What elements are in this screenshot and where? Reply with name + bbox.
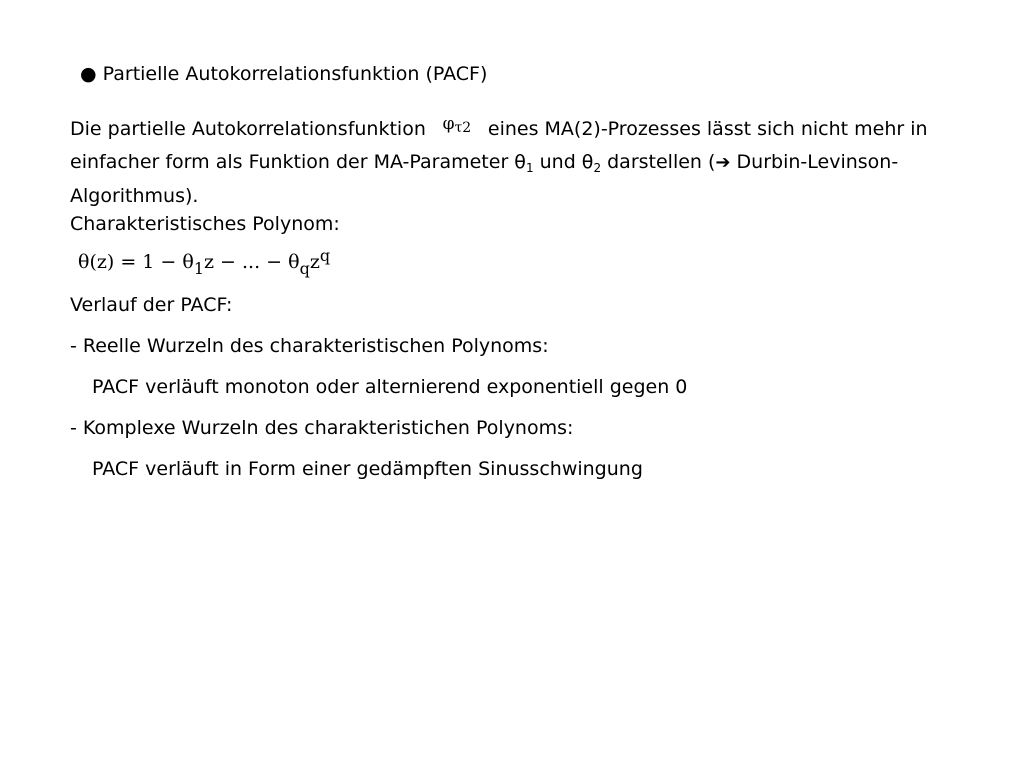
bullet-icon: ● bbox=[80, 63, 97, 85]
char-poly-formula bbox=[78, 246, 330, 278]
formula-sup-q: q bbox=[319, 246, 331, 265]
complex-roots-description: PACF verläuft in Form einer gedämpften Sinusschwingung bbox=[92, 458, 643, 480]
real-roots-description: PACF verläuft monoton oder alternierend exponentiell gegen 0 bbox=[92, 376, 688, 398]
section-heading: Partielle Autokorrelationsfunktion (PACF) bbox=[102, 63, 488, 85]
phi-subscript: τ2 bbox=[454, 120, 472, 136]
char-poly-label: Charakteristisches Polynom: bbox=[70, 213, 340, 235]
intro-text-1: Die partielle Autokorrelationsfunktion bbox=[70, 118, 426, 140]
pacf-symbol bbox=[426, 110, 488, 142]
phi-symbol: φ bbox=[442, 114, 455, 134]
intro-text-5: Durbin-Levinson-Algorithmus). bbox=[70, 151, 899, 207]
intro-paragraph bbox=[70, 115, 975, 210]
formula-sub-1: 1 bbox=[193, 259, 204, 278]
theta-subscript-2: 2 bbox=[593, 161, 602, 175]
intro-text-4: darstellen ( bbox=[601, 151, 716, 173]
formula-mid: z − ... − θ bbox=[204, 251, 300, 273]
intro-text-2: eines MA(2)-Prozesses lässt sich nicht mehr in einfacher form als Funktion der MA-Parameter θ bbox=[70, 118, 928, 173]
formula-sub-q: q bbox=[299, 259, 310, 278]
verlauf-label: Verlauf der PACF: bbox=[70, 294, 233, 316]
theta-subscript-1: 1 bbox=[525, 161, 534, 175]
real-roots-heading: - Reelle Wurzeln des charakteristischen Polynoms: bbox=[70, 335, 549, 357]
heading-line bbox=[80, 60, 487, 88]
formula-lhs: θ(z) = 1 − θ bbox=[78, 251, 194, 273]
intro-text-3: und θ bbox=[533, 151, 594, 173]
arrow-right-icon: ➔ bbox=[715, 152, 731, 173]
formula-z: z bbox=[309, 251, 320, 273]
complex-roots-heading: - Komplexe Wurzeln des charakteristichen Polynoms: bbox=[70, 417, 574, 439]
